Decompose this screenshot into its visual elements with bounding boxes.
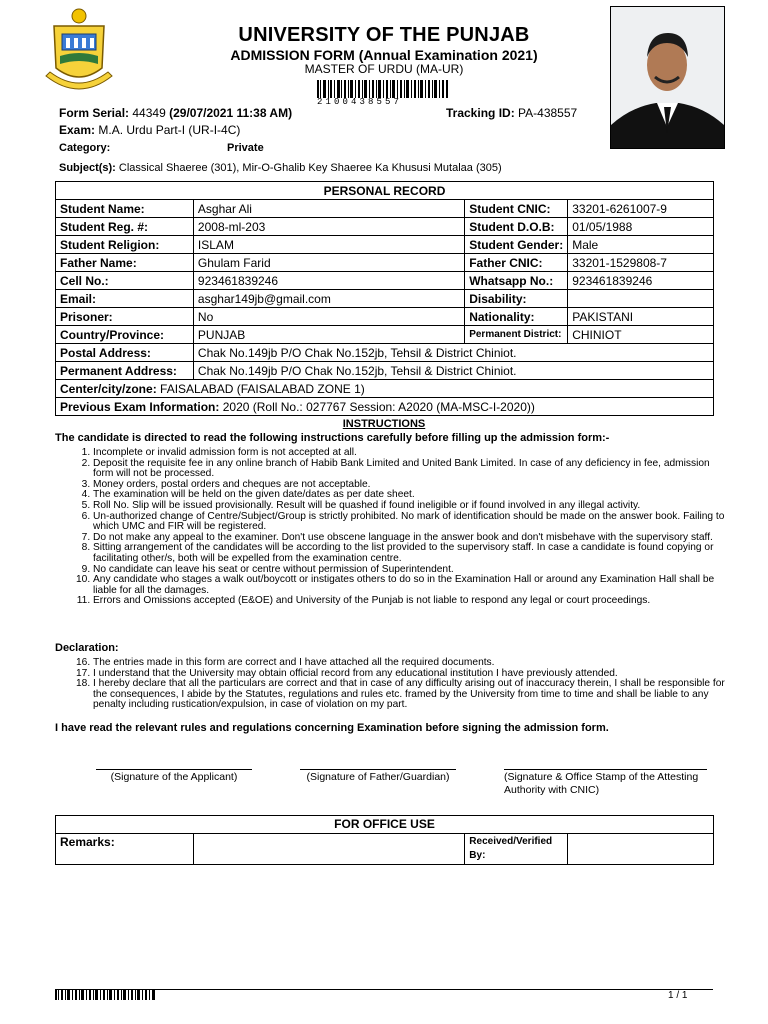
form-title: ADMISSION FORM (Annual Examination 2021) <box>230 47 538 63</box>
table-row: Student Religion: ISLAM Student Gender: Male <box>56 236 714 254</box>
applicant-signature: (Signature of the Applicant) <box>96 769 252 783</box>
personal-record-heading: PERSONAL RECORD <box>56 182 714 200</box>
table-row: Cell No.: 923461839246 Whatsapp No.: 923461839246 <box>56 272 714 290</box>
list-item: 4. The examination will be held on the given date/dates as per date sheet. <box>93 490 729 501</box>
list-item: 1. Incomplete or invalid admission form is not accepted at all. <box>93 448 729 459</box>
table-row: Email: asghar149jb@gmail.com Disability: <box>56 290 714 308</box>
tracking-id: Tracking ID: PA-438557 <box>446 106 578 120</box>
table-row: Previous Exam Information: 2020 (Roll No.: 027767 Session: A2020 (MA-MSC-I-2020)) <box>56 398 714 416</box>
list-item: 17. I understand that the University may obtain official record from any educational institution I have previously attended. <box>93 669 729 680</box>
declaration-list <box>75 658 729 711</box>
barcode-number: 2100438557 <box>317 97 403 107</box>
list-item: 5. Roll No. Slip will be issued provisionally. Result will be quashed if found ineligible or if found involved in any illegal activity. <box>93 501 729 512</box>
list-item: 7. Do not make any appeal to the examiner. Don't use obscene language in the answer book and don't misbehave with the supervisory staff. <box>93 533 729 544</box>
table-row: Student Name: Asghar Ali Student CNIC: 33201-6261007-9 <box>56 200 714 218</box>
received-field <box>568 834 714 865</box>
list-item: 18. I hereby declare that all the particulars are correct and that in case of any difficulty arising out of inaccuracy therein, I shall be responsible for the consequences, I abide by the Statutes, regulations and rules etc. framed by the University from time to time and shall be liable to any penalty including rustication/expulsion, in case of violation on my part. <box>93 679 729 711</box>
table-row: Prisoner: No Nationality: PAKISTANI <box>56 308 714 326</box>
instructions-intro: The candidate is directed to read the following instructions carefully before filling up the admission form:- <box>55 432 610 444</box>
office-use-heading: FOR OFFICE USE <box>56 816 714 834</box>
exam-line: Exam: M.A. Urdu Part-I (UR-I-4C) <box>59 123 241 137</box>
table-row: Center/city/zone: FAISALABAD (FAISALABAD ZONE 1) <box>56 380 714 398</box>
list-item: 11. Errors and Omissions accepted (E&OE) and University of the Punjab is not liable to respond any legal or court proceedings. <box>93 596 729 607</box>
personal-record-table <box>55 181 714 416</box>
university-title: UNIVERSITY OF THE PUNJAB <box>238 24 530 46</box>
subjects-line: Subject(s): Classical Shaeree (301), Mir-O-Ghalib Key Shaeree Ka Khususi Mutalaa (305) <box>59 162 502 174</box>
page-number: 1 / 1 <box>668 990 688 1001</box>
authority-signature: (Signature & Office Stamp of the Attesting Authority with CNIC) <box>504 769 707 797</box>
table-row: Father Name: Ghulam Farid Father CNIC: 33201-1529808-7 <box>56 254 714 272</box>
form-serial: Form Serial: 44349 (29/07/2021 11:38 AM) <box>59 106 293 120</box>
footer-barcode <box>55 990 155 1000</box>
list-item: 2. Deposit the requisite fee in any online branch of Habib Bank Limited and United Bank Limited. In case of any deficiency in fee, admission form will not be processed. <box>93 459 729 480</box>
list-item: 9. No candidate can leave his seat or centre without permission of Superintendent. <box>93 565 729 576</box>
table-row: Country/Province: PUNJAB Permanent District: CHINIOT <box>56 326 714 344</box>
table-row: Permanent Address: Chak No.149jb P/O Chak No.152jb, Tehsil & District Chiniot. <box>56 362 714 380</box>
father-signature: (Signature of Father/Guardian) <box>300 769 456 783</box>
table-row: Student Reg. #: 2008-ml-203 Student D.O.B: 01/05/1988 <box>56 218 714 236</box>
remarks-field <box>193 834 464 865</box>
list-item: 8. Sitting arrangement of the candidates will be according to the list provided to the supervisory staff. In case a candidate is found copying or facilitating other/s, both will be expelled from the examination centre. <box>93 543 729 564</box>
list-item: 16. The entries made in this form are correct and I have attached all the required documents. <box>93 658 729 669</box>
read-statement: I have read the relevant rules and regulations concerning Examination before signing the admission form. <box>55 722 609 734</box>
list-item: 10. Any candidate who stages a walk out/boycott or instigates others to do so in the Examination Hall or around any Examination Hall shall be liable for all the damages. <box>93 575 729 596</box>
office-use-table <box>55 815 714 865</box>
barcode <box>317 80 448 98</box>
instructions-heading: INSTRUCTIONS <box>342 418 426 430</box>
declaration-heading: Declaration: <box>55 642 119 654</box>
category-label: Category: <box>59 142 111 154</box>
list-item: 6. Un-authorized change of Centre/Subject/Group is strictly prohibited. No mark of identification should be made on the answer book. Failing to which UMC and FIR will be registered. <box>93 512 729 533</box>
remarks-label: Remarks: <box>56 834 194 865</box>
program-title: MASTER OF URDU (MA-UR) <box>304 62 464 76</box>
list-item: 3. Money orders, postal orders and cheques are not acceptable. <box>93 480 729 491</box>
category-value: Private <box>227 142 264 154</box>
received-label: Received/Verified By: <box>465 834 568 865</box>
table-row: Postal Address: Chak No.149jb P/O Chak No.152jb, Tehsil & District Chiniot. <box>56 344 714 362</box>
instructions-list <box>75 448 729 607</box>
